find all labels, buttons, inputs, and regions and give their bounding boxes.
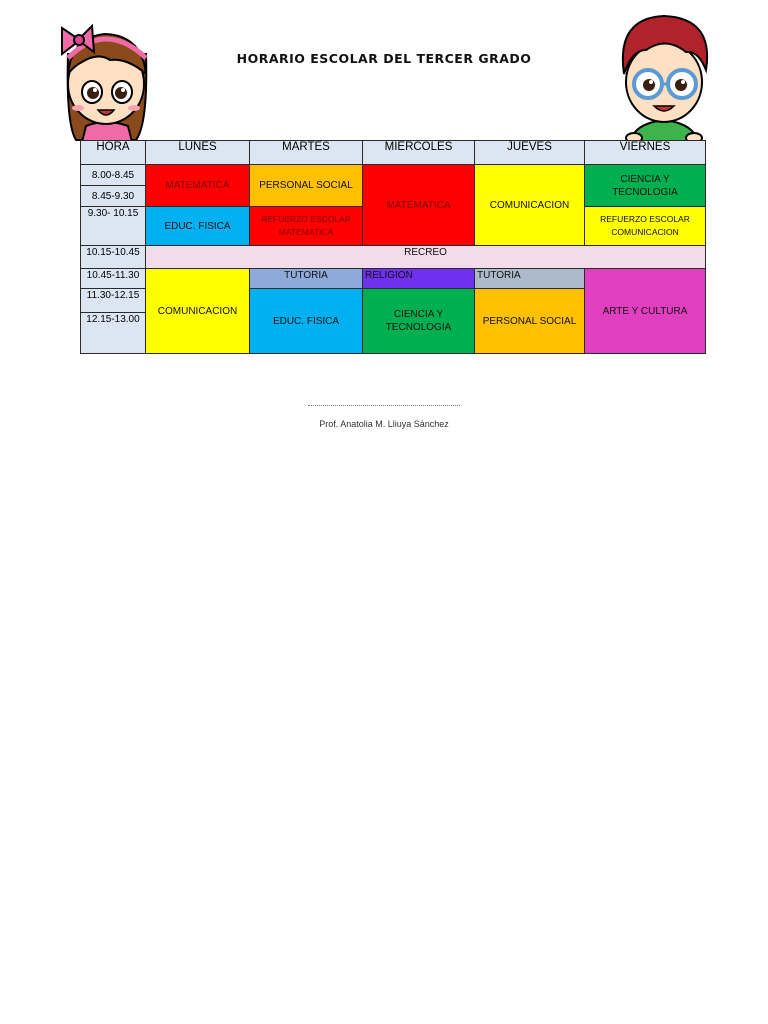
class-cell: COMUNICACION bbox=[146, 269, 250, 354]
page-title: HORARIO ESCOLAR DEL TERCER GRADO bbox=[236, 51, 532, 66]
class-cell: PERSONAL SOCIAL bbox=[250, 165, 363, 207]
girl-cartoon-illustration bbox=[48, 14, 164, 144]
class-cell: MATEMATICA bbox=[146, 165, 250, 207]
header-viernes: VIERNES bbox=[585, 141, 706, 165]
class-cell: REFUERZO ESCOLAR MATEMATICA bbox=[250, 207, 363, 246]
time-cell: 8.00-8.45 bbox=[81, 165, 146, 186]
class-cell: CIENCIA Y TECNOLOGIA bbox=[363, 289, 475, 354]
time-cell: 12.15-13.00 bbox=[81, 313, 146, 354]
class-cell: MATEMATICA bbox=[363, 165, 475, 246]
time-cell: 10.15-10.45 bbox=[81, 246, 146, 269]
table-row bbox=[81, 246, 706, 269]
table-row bbox=[81, 165, 706, 186]
table-row bbox=[81, 269, 706, 289]
header-lunes: LUNES bbox=[146, 141, 250, 165]
class-cell: TUTORIA bbox=[475, 269, 585, 289]
class-cell: TUTORIA bbox=[250, 269, 363, 289]
time-cell: 10.45-11.30 bbox=[81, 269, 146, 289]
header-hora: HORA bbox=[81, 141, 146, 165]
class-cell: RELIGION bbox=[363, 269, 475, 289]
class-cell: CIENCIA Y TECNOLOGIA bbox=[585, 165, 706, 207]
header-miercoles: MIERCOLES bbox=[363, 141, 475, 165]
class-cell: REFUERZO ESCOLAR COMUNICACION bbox=[585, 207, 706, 246]
class-cell: PERSONAL SOCIAL bbox=[475, 289, 585, 354]
signature-line bbox=[308, 405, 460, 406]
class-cell: EDUC. FISICA bbox=[146, 207, 250, 246]
header-row bbox=[81, 141, 706, 165]
header-jueves: JUEVES bbox=[475, 141, 585, 165]
recreo-cell: RECREO bbox=[146, 246, 706, 269]
class-cell: EDUC. FISICA bbox=[250, 289, 363, 354]
boy-cartoon-illustration bbox=[606, 10, 722, 144]
time-cell: 9.30- 10.15 bbox=[81, 207, 146, 246]
time-cell: 8.45-9.30 bbox=[81, 186, 146, 207]
schedule-table bbox=[80, 140, 706, 354]
class-cell: ARTE Y CULTURA bbox=[585, 269, 706, 354]
time-cell: 11.30-12.15 bbox=[81, 289, 146, 313]
class-cell: COMUNICACION bbox=[475, 165, 585, 246]
header-martes: MARTES bbox=[250, 141, 363, 165]
signature-name: Prof. Anatolia M. Lliuya Sánchez bbox=[319, 419, 449, 429]
